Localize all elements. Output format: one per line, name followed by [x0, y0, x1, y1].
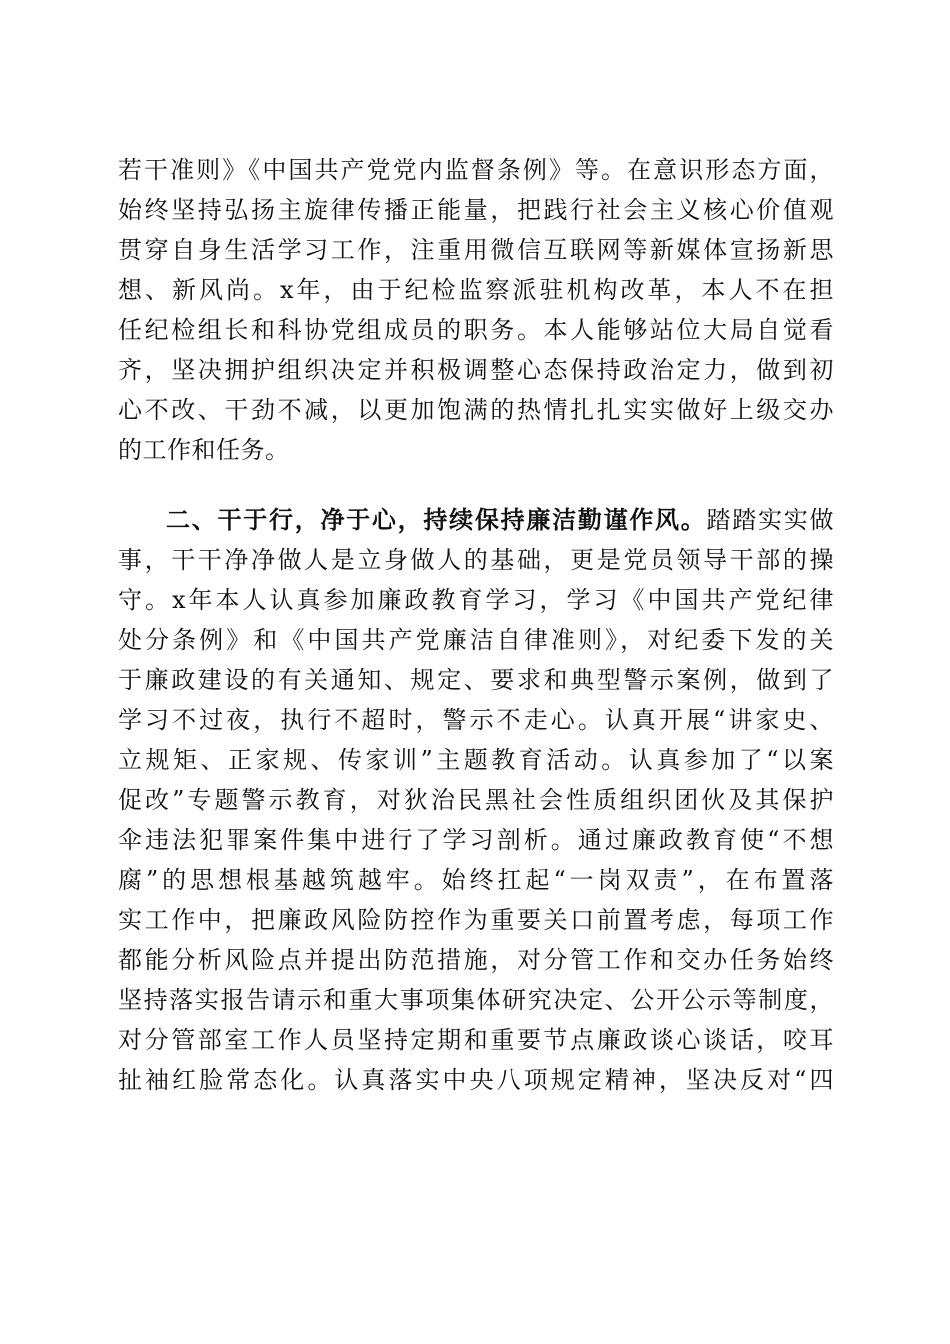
- section-heading-line: [118, 500, 834, 540]
- text-line: 对分管部室工作人员坚持定期和重要节点廉政谈心谈话，咬耳: [118, 1026, 834, 1054]
- text-line: 学习不过夜，执行不超时，警示不走心。认真开展“讲家史、: [118, 706, 834, 734]
- text-line: 守。x年本人认真参加廉政教育学习，学习《中国共产党纪律: [118, 586, 834, 614]
- text-line: 任纪检组长和科协党组成员的职务。本人能够站位大局自觉看: [118, 316, 834, 344]
- text-line: 处分条例》和《中国共产党廉洁自律准则》，对纪委下发的关: [118, 626, 834, 654]
- text-line: 扯袖红脸常态化。认真落实中央八项规定精神，坚决反对“四: [118, 1066, 834, 1094]
- section-heading: 二、干于行，净于心，持续保持廉洁勤谨作风。: [166, 505, 707, 534]
- text-line: 立规矩、正家规、传家训”主题教育活动。认真参加了“以案: [118, 746, 834, 774]
- text-line: 伞违法犯罪案件集中进行了学习剖析。通过廉政教育使“不想: [118, 826, 834, 854]
- text-line: 贯穿自身生活学习工作，注重用微信互联网等新媒体宣扬新思: [118, 236, 834, 264]
- text-line: 腐”的思想根基越筑越牢。始终扛起“一岗双责”，在布置落: [118, 866, 834, 894]
- text-line: 于廉政建设的有关通知、规定、要求和典型警示案例，做到了: [118, 666, 834, 694]
- text-line: 促改”专题警示教育，对狄治民黑社会性质组织团伙及其保护: [118, 786, 834, 814]
- text-line: 都能分析风险点并提出防范措施，对分管工作和交办任务始终: [118, 946, 834, 974]
- text-line: 始终坚持弘扬主旋律传播正能量，把践行社会主义核心价值观: [118, 196, 834, 224]
- text-line: 的工作和任务。: [118, 436, 290, 464]
- text-line: 心不改、干劲不减，以更加饱满的热情扎扎实实做好上级交办: [118, 396, 834, 424]
- text-line: 想、新风尚。x年，由于纪检监察派驻机构改革，本人不在担: [118, 276, 834, 304]
- text-line: 事，干干净净做人是立身做人的基础，更是党员领导干部的操: [118, 546, 834, 574]
- text-line: 齐，坚决拥护组织决定并积极调整心态保持政治定力，做到初: [118, 356, 834, 384]
- text-line: 若干准则》《中国共产党党内监督条例》等。在意识形态方面，: [118, 156, 834, 184]
- text-line: 实工作中，把廉政风险防控作为重要关口前置考虑，每项工作: [118, 906, 834, 934]
- heading-line-text: 踏踏实实做: [706, 506, 835, 534]
- text-line: 坚持落实报告请示和重大事项集体研究决定、公开公示等制度，: [118, 986, 834, 1014]
